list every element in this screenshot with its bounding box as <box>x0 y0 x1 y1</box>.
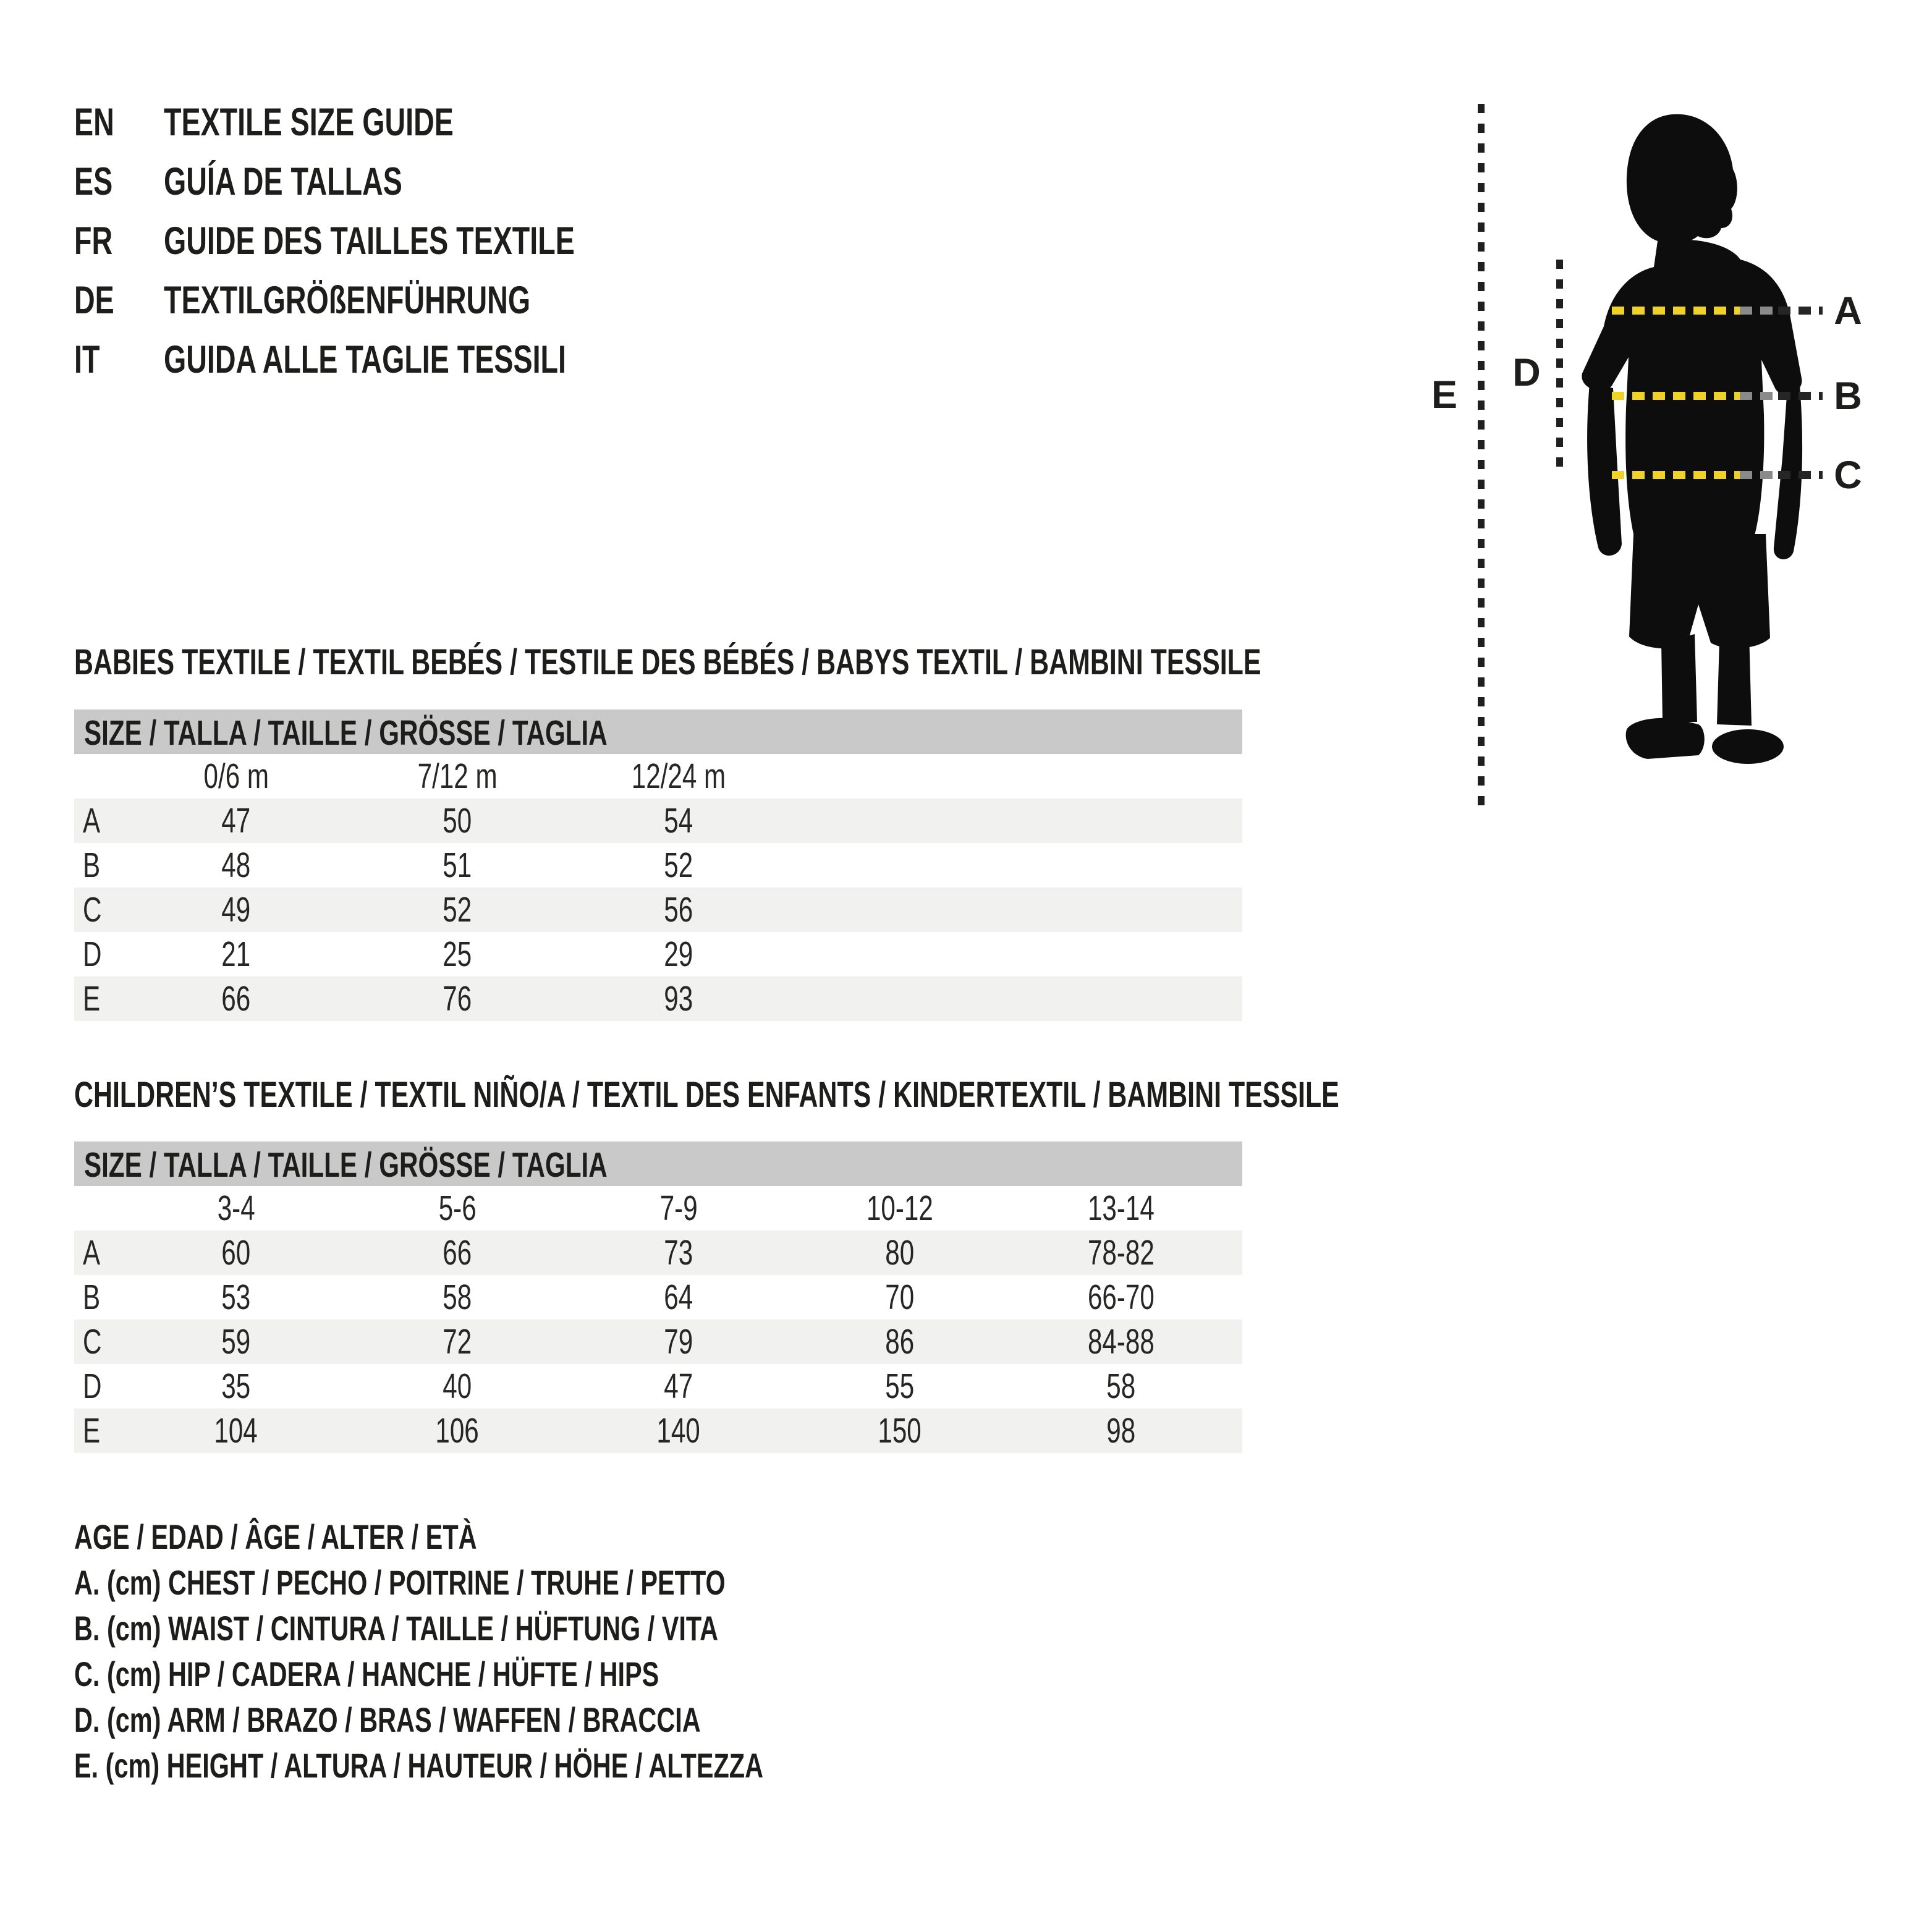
value-cell: 73 <box>664 1233 693 1273</box>
column-header-row <box>74 1186 1242 1231</box>
language-code: FR <box>74 219 113 263</box>
column-header: 7/12 m <box>417 756 498 796</box>
legend-line-chest: A. (cm) CHEST / PECHO / POITRINE / TRUHE / PETTO <box>74 1563 726 1602</box>
children-section-heading: CHILDREN’S TEXTILE / TEXTIL NIÑO/A / TEXTIL DES ENFANTS / KINDERTEXTIL / BAMBINI TESSILE <box>74 1075 1339 1115</box>
column-header-row <box>74 754 1242 799</box>
language-title: TEXTILGRÖßENFÜHRUNG <box>164 279 531 322</box>
row-label-cell: D <box>83 934 102 974</box>
table-row <box>74 1364 1242 1409</box>
language-code: DE <box>74 279 114 322</box>
value-cell: 86 <box>885 1322 915 1362</box>
value-cell: 40 <box>443 1366 472 1406</box>
gray-dotted-segment <box>1740 307 1778 315</box>
language-row-fr <box>74 211 719 271</box>
value-cell: 60 <box>221 1233 251 1273</box>
value-cell: 66 <box>443 1233 472 1273</box>
yellow-dotted-segment <box>1612 392 1740 400</box>
value-cell: 53 <box>221 1277 251 1317</box>
legend-line-waist: B. (cm) WAIST / CINTURA / TAILLE / HÜFTUNG / VITA <box>74 1609 719 1648</box>
value-cell: 79 <box>664 1322 693 1362</box>
language-title: GUIDE DES TAILLES TEXTILE <box>164 219 575 263</box>
value-cell: 106 <box>435 1411 480 1451</box>
children-size-table <box>74 1142 1242 1453</box>
value-cell: 150 <box>878 1411 922 1451</box>
value-cell: 58 <box>1106 1366 1136 1406</box>
value-cell: 51 <box>443 845 472 885</box>
value-cell: 104 <box>214 1411 258 1451</box>
language-row-en <box>74 93 719 152</box>
language-row-it <box>74 330 719 389</box>
yellow-dotted-segment <box>1612 471 1740 479</box>
row-label-cell: C <box>83 890 102 930</box>
value-cell: 140 <box>656 1411 701 1451</box>
yellow-dotted-segment <box>1612 307 1740 315</box>
value-cell: 47 <box>221 801 251 841</box>
value-cell: 78-82 <box>1088 1233 1155 1273</box>
dark-dotted-segment <box>1778 392 1823 400</box>
size-header-band: SIZE / TALLA / TAILLE / GRÖSSE / TAGLIA <box>74 710 1242 754</box>
row-label-cell: E <box>83 979 101 1019</box>
row-label-cell <box>74 754 125 799</box>
chest-measure-line-a <box>1612 307 1823 315</box>
waist-measure-line-b <box>1612 392 1823 400</box>
babies-size-table <box>74 710 1242 1021</box>
row-label-cell: E <box>83 1411 101 1451</box>
table-row <box>74 1275 1242 1320</box>
legend-line-height: E. (cm) HEIGHT / ALTURA / HAUTEUR / HÖHE / ALTEZZA <box>74 1746 764 1785</box>
language-code: EN <box>74 101 114 144</box>
column-header: 12/24 m <box>631 756 726 796</box>
table-row <box>74 1409 1242 1453</box>
diagram-label-a: A <box>1834 289 1862 333</box>
diagram-label-c: C <box>1834 454 1862 497</box>
value-cell: 47 <box>664 1366 693 1406</box>
measurement-legend <box>74 1514 1006 1789</box>
language-code: ES <box>74 160 113 203</box>
table-row <box>74 1320 1242 1364</box>
value-cell: 35 <box>221 1366 251 1406</box>
row-label-cell: A <box>83 801 101 841</box>
legend-line-age: AGE / EDAD / ÂGE / ALTER / ETÀ <box>74 1517 477 1556</box>
column-header: 10-12 <box>866 1188 933 1228</box>
language-row-es <box>74 152 719 211</box>
table-row <box>74 977 1242 1021</box>
value-cell: 50 <box>443 801 472 841</box>
language-title-list <box>74 93 719 389</box>
value-cell: 70 <box>885 1277 915 1317</box>
gray-dotted-segment <box>1740 471 1778 479</box>
value-cell: 29 <box>664 934 693 974</box>
table-row <box>74 799 1242 843</box>
value-cell: 64 <box>664 1277 693 1317</box>
row-label-cell: C <box>83 1322 102 1362</box>
value-cell: 54 <box>664 801 693 841</box>
value-cell: 59 <box>221 1322 251 1362</box>
language-title: GUIDA ALLE TAGLIE TESSILI <box>164 338 566 381</box>
table-row <box>74 1231 1242 1275</box>
arm-measure-dashed-line-d <box>1556 260 1563 468</box>
legend-line-hip: C. (cm) HIP / CADERA / HANCHE / HÜFTE / HIPS <box>74 1654 659 1693</box>
value-cell: 52 <box>443 890 472 930</box>
column-header: 3-4 <box>217 1188 255 1228</box>
diagram-label-b: B <box>1834 375 1862 418</box>
column-header: 7-9 <box>659 1188 698 1228</box>
value-cell: 84-88 <box>1088 1322 1155 1362</box>
value-cell: 52 <box>664 845 693 885</box>
table-row <box>74 843 1242 888</box>
row-label-cell: B <box>83 845 101 885</box>
size-header-band: SIZE / TALLA / TAILLE / GRÖSSE / TAGLIA <box>74 1142 1242 1186</box>
dark-dotted-segment <box>1778 307 1823 315</box>
column-header: 5-6 <box>438 1188 477 1228</box>
value-cell: 76 <box>443 979 472 1019</box>
value-cell: 93 <box>664 979 693 1019</box>
table-row <box>74 932 1242 977</box>
language-title: GUÍA DE TALLAS <box>164 160 402 203</box>
diagram-label-e: E <box>1431 373 1458 417</box>
diagram-label-d: D <box>1512 351 1541 394</box>
dark-dotted-segment <box>1778 471 1823 479</box>
value-cell: 66-70 <box>1088 1277 1155 1317</box>
babies-section-heading: BABIES TEXTILE / TEXTIL BEBÉS / TESTILE DES BÉBÉS / BABYS TEXTIL / BAMBINI TESSILE <box>74 642 1261 682</box>
legend-line-arm: D. (cm) ARM / BRAZO / BRAS / WAFFEN / BRACCIA <box>74 1700 701 1739</box>
value-cell: 56 <box>664 890 693 930</box>
table-row <box>74 888 1242 932</box>
value-cell: 98 <box>1106 1411 1136 1451</box>
language-row-de <box>74 271 719 330</box>
height-measure-dashed-line-e <box>1478 104 1485 805</box>
row-label-cell <box>74 1186 125 1231</box>
value-cell: 21 <box>221 934 251 974</box>
row-label-cell: A <box>83 1233 101 1273</box>
row-label-cell: D <box>83 1366 102 1406</box>
language-title: TEXTILE SIZE GUIDE <box>164 101 454 144</box>
value-cell: 72 <box>443 1322 472 1362</box>
value-cell: 49 <box>221 890 251 930</box>
hip-measure-line-c <box>1612 471 1823 479</box>
column-header: 0/6 m <box>203 756 269 796</box>
language-code: IT <box>74 338 100 381</box>
value-cell: 55 <box>885 1366 915 1406</box>
value-cell: 25 <box>443 934 472 974</box>
value-cell: 80 <box>885 1233 915 1273</box>
column-header: 13-14 <box>1088 1188 1155 1228</box>
row-label-cell: B <box>83 1277 101 1317</box>
value-cell: 58 <box>443 1277 472 1317</box>
value-cell: 48 <box>221 845 251 885</box>
gray-dotted-segment <box>1740 392 1778 400</box>
value-cell: 66 <box>221 979 251 1019</box>
